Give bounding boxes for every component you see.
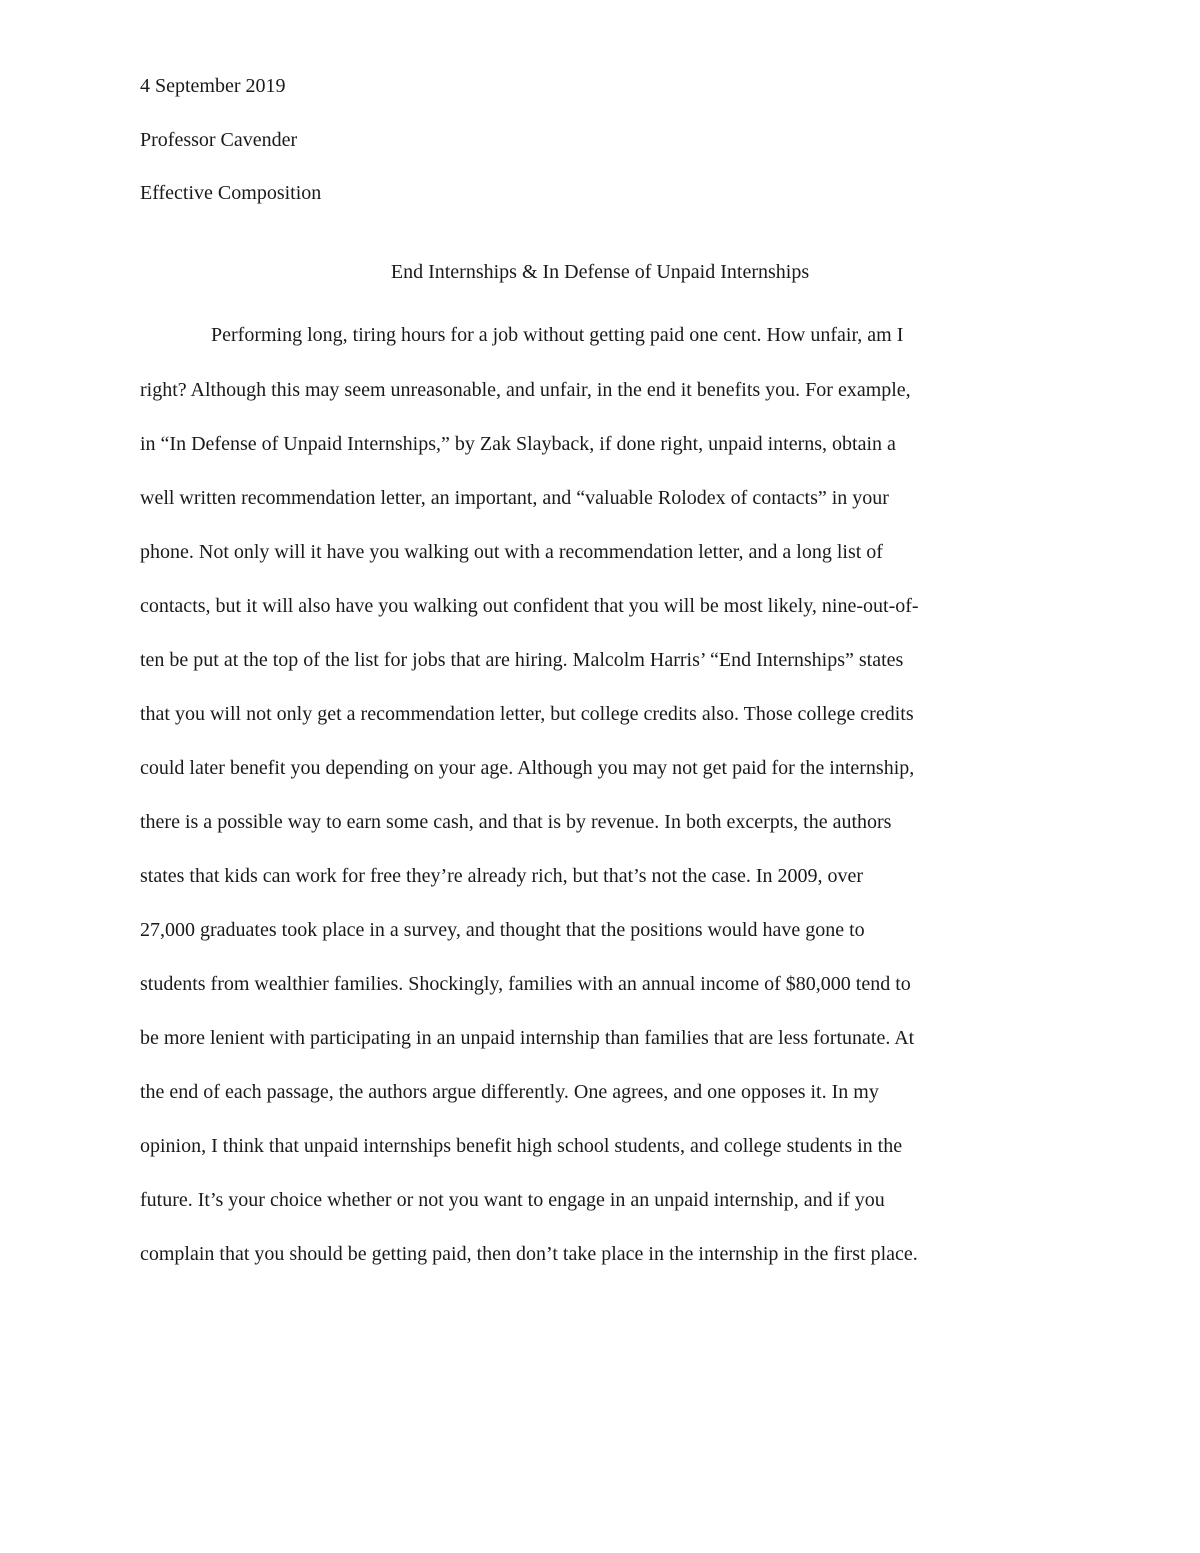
course-line: Effective Composition (140, 182, 322, 204)
document-title: End Internships & In Defense of Unpaid Internships (390, 261, 810, 283)
paragraph-line: Performing long, tiring hours for a job without getting paid one cent. How unfair, am I (211, 324, 904, 346)
paragraph-line: states that kids can work for free they’re already rich, but that’s not the case. In 2009, over (140, 865, 864, 887)
paragraph-line: ten be put at the top of the list for jobs that are hiring. Malcolm Harris’ “End Internships” states (140, 649, 904, 671)
paragraph-line: could later benefit you depending on your age. Although you may not get paid for the internship, (140, 757, 915, 779)
paragraph-line: there is a possible way to earn some cash, and that is by revenue. In both excerpts, the authors (140, 811, 892, 833)
paragraph-line: contacts, but it will also have you walking out confident that you will be most likely, nine-out-of- (140, 595, 919, 617)
paragraph-line: students from wealthier families. Shockingly, families with an annual income of $80,000 tend to (140, 973, 911, 995)
paragraph-line: in “In Defense of Unpaid Internships,” by Zak Slayback, if done right, unpaid interns, obtain a (140, 433, 896, 455)
paragraph-line: 27,000 graduates took place in a survey, and thought that the positions would have gone to (140, 919, 865, 941)
paragraph-line: opinion, I think that unpaid internships benefit high school students, and college students in the (140, 1135, 903, 1157)
paragraph-line: that you will not only get a recommendation letter, but college credits also. Those college credits (140, 703, 914, 725)
paragraph-line: complain that you should be getting paid, then don’t take place in the internship in the first place. (140, 1243, 918, 1265)
paragraph-line: the end of each passage, the authors argue differently. One agrees, and one opposes it. In my (140, 1081, 879, 1103)
professor-line: Professor Cavender (140, 129, 298, 151)
paragraph-line: be more lenient with participating in an unpaid internship than families that are less fortunate. At (140, 1027, 915, 1049)
paragraph-line: well written recommendation letter, an important, and “valuable Rolodex of contacts” in your (140, 487, 889, 509)
paragraph-line: right? Although this may seem unreasonable, and unfair, in the end it benefits you. For example, (140, 379, 911, 401)
date-line: 4 September 2019 (140, 75, 286, 97)
paragraph-line: future. It’s your choice whether or not you want to engage in an unpaid internship, and if you (140, 1189, 885, 1211)
paragraph-line: phone. Not only will it have you walking out with a recommendation letter, and a long list of (140, 541, 883, 563)
